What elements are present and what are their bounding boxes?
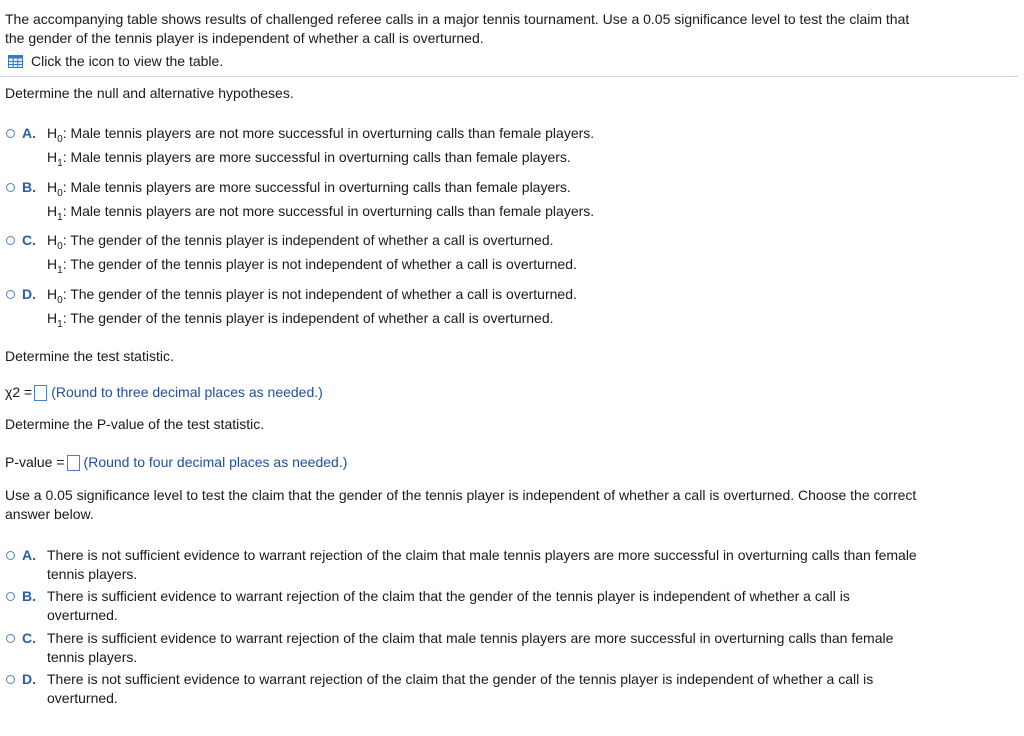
option-b-h0: $H_0$: Male tennis players are more successful in overturning calls than female players. bbox=[47, 179, 571, 199]
option-c-h1: $H_1$: The gender of the tennis player is not independent of whether a call is overturned. bbox=[47, 256, 577, 276]
conclusion-d-line1: There is not sufficient evidence to warrant rejection of the claim that the gender of the tennis player is independent of whether a call is bbox=[47, 671, 874, 687]
p-value-input[interactable] bbox=[67, 455, 80, 471]
test-statistic-prompt: Determine the test statistic. bbox=[5, 348, 174, 364]
question-intro-line2: the gender of the tennis player is independent of whether a call is overturned. bbox=[5, 30, 484, 46]
conclusion-c-line2: tennis players. bbox=[47, 649, 138, 665]
option-d-h0: $H_0$: The gender of the tennis player is not independent of whether a call is overturned. bbox=[47, 286, 577, 306]
conclusion-d-line2: overturned. bbox=[47, 690, 118, 706]
option-letter: B. bbox=[22, 588, 36, 604]
radio-conclusion-a[interactable] bbox=[6, 551, 15, 560]
conclusion-b-line2: overturned. bbox=[47, 607, 118, 623]
conclusion-a-line1: There is not sufficient evidence to warrant rejection of the claim that male tennis players are more successful in overturning calls than female bbox=[47, 547, 917, 563]
radio-option-b[interactable] bbox=[6, 183, 15, 192]
divider bbox=[0, 76, 1018, 77]
view-table-link[interactable]: Click the icon to view the table. bbox=[31, 53, 224, 69]
option-letter: A. bbox=[22, 125, 36, 141]
radio-conclusion-b[interactable] bbox=[6, 592, 15, 601]
p-value-hint: (Round to four decimal places as needed.) bbox=[83, 454, 348, 470]
option-letter: A. bbox=[22, 547, 36, 563]
option-letter: B. bbox=[22, 179, 36, 195]
p-value-row bbox=[5, 453, 347, 471]
question-intro-line1: The accompanying table shows results of challenged referee calls in a major tennis tournament. Use a 0.05 significance level to test the claim that bbox=[5, 11, 910, 27]
chi-square-input[interactable] bbox=[34, 385, 47, 401]
radio-conclusion-d[interactable] bbox=[6, 675, 15, 684]
test-statistic-row bbox=[5, 383, 323, 401]
p-value-label: P-value = bbox=[5, 454, 65, 470]
option-b-h1: $H_1$: Male tennis players are not more successful in overturning calls than female players. bbox=[47, 203, 595, 223]
option-a-h1: $H_1$: Male tennis players are more successful in overturning calls than female players. bbox=[47, 149, 571, 169]
conclusion-prompt-line2: answer below. bbox=[5, 506, 94, 522]
conclusion-b-line1: There is sufficient evidence to warrant rejection of the claim that the gender of the tennis player is independent of whether a call is bbox=[47, 588, 850, 604]
hypotheses-prompt: Determine the null and alternative hypotheses. bbox=[5, 85, 294, 101]
conclusion-c-line1: There is sufficient evidence to warrant rejection of the claim that male tennis players are more successful in overturning calls than female bbox=[47, 630, 894, 646]
option-letter: C. bbox=[22, 232, 36, 248]
radio-option-a[interactable] bbox=[6, 129, 15, 138]
option-letter: D. bbox=[22, 671, 36, 687]
radio-option-d[interactable] bbox=[6, 290, 15, 299]
option-d-h1: $H_1$: The gender of the tennis player is independent of whether a call is overturned. bbox=[47, 310, 554, 330]
chi-square-label: χ2 = bbox=[5, 384, 33, 400]
option-letter: C. bbox=[22, 630, 36, 646]
radio-option-c[interactable] bbox=[6, 236, 15, 245]
conclusion-a-line2: tennis players. bbox=[47, 566, 138, 582]
conclusion-prompt-line1: Use a 0.05 significance level to test the claim that the gender of the tennis player is independent of whether a call is overturned. Choose the correct bbox=[5, 487, 917, 503]
table-icon[interactable] bbox=[8, 55, 23, 68]
radio-conclusion-c[interactable] bbox=[6, 634, 15, 643]
p-value-prompt: Determine the P-value of the test statistic. bbox=[5, 416, 265, 432]
option-a-h0: $H_0$: Male tennis players are not more successful in overturning calls than female players. bbox=[47, 125, 595, 145]
option-c-h0: $H_0$: The gender of the tennis player is independent of whether a call is overturned. bbox=[47, 232, 554, 252]
option-letter: D. bbox=[22, 286, 36, 302]
chi-square-hint: (Round to three decimal places as needed.) bbox=[51, 384, 323, 400]
